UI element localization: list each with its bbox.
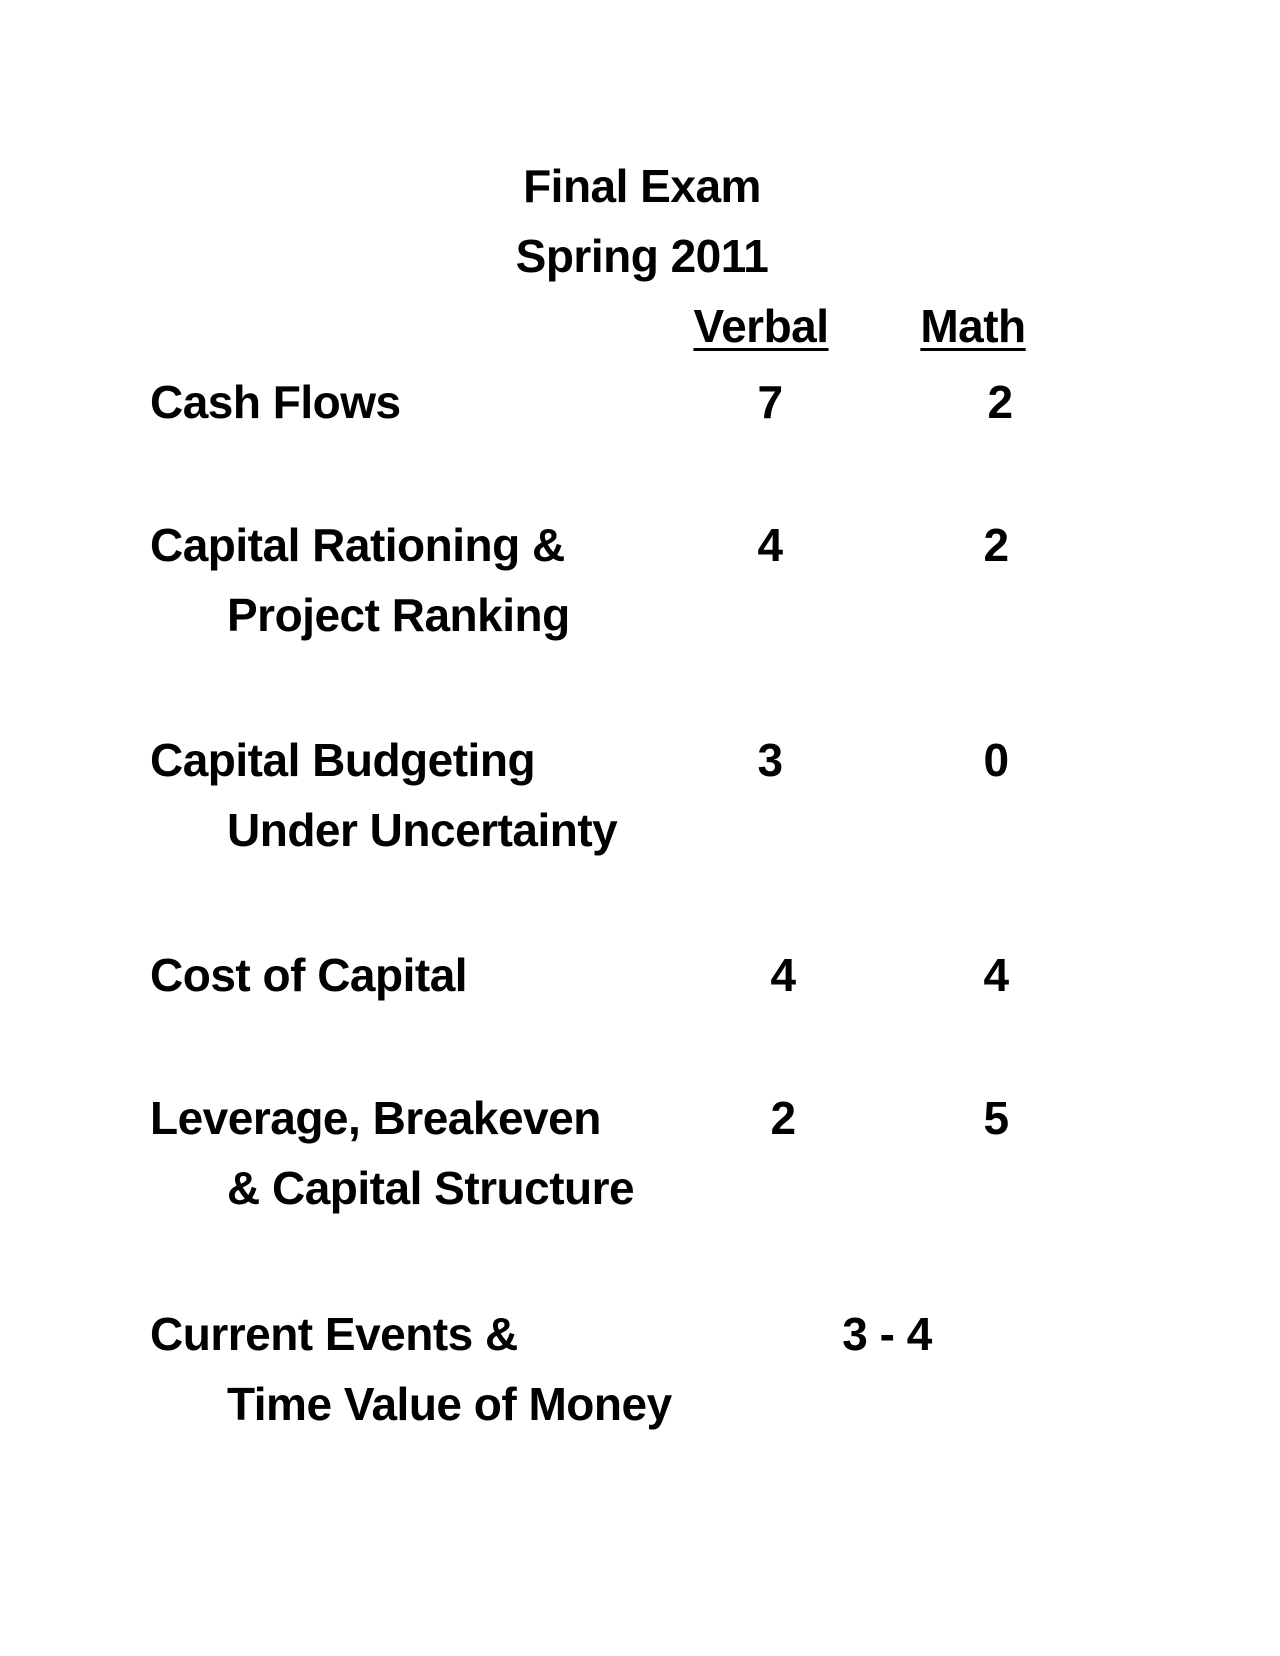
column-header-verbal: Verbal	[693, 300, 829, 352]
topic-cash-flows: Cash Flows	[150, 376, 401, 428]
verbal-count-capital-rationing: 4	[757, 519, 783, 571]
topic-capital-rationing-continued: Project Ranking	[227, 589, 570, 641]
math-count-capital-budgeting: 0	[983, 734, 1009, 786]
verbal-count-leverage-breakeven: 2	[770, 1092, 796, 1144]
verbal-count-cash-flows: 7	[757, 376, 783, 428]
combined-count-current-events: 3 - 4	[842, 1308, 932, 1360]
topic-capital-rationing: Capital Rationing &	[150, 519, 565, 571]
topic-capital-budgeting-continued: Under Uncertainty	[227, 804, 618, 856]
topic-capital-budgeting: Capital Budgeting	[150, 734, 536, 786]
math-count-cost-of-capital: 4	[983, 949, 1009, 1001]
page-title: Final Exam	[523, 160, 761, 212]
topic-leverage-breakeven: Leverage, Breakeven	[150, 1092, 601, 1144]
math-count-leverage-breakeven: 5	[983, 1092, 1009, 1144]
topic-leverage-breakeven-continued: & Capital Structure	[227, 1162, 635, 1214]
verbal-count-cost-of-capital: 4	[770, 949, 796, 1001]
math-count-cash-flows: 2	[987, 376, 1013, 428]
page-subtitle: Spring 2011	[515, 230, 769, 282]
column-header-math: Math	[920, 300, 1026, 352]
verbal-count-capital-budgeting: 3	[757, 734, 783, 786]
topic-current-events: Current Events &	[150, 1308, 518, 1360]
topic-current-events-continued: Time Value of Money	[227, 1378, 672, 1430]
topic-cost-of-capital: Cost of Capital	[150, 949, 468, 1001]
math-count-capital-rationing: 2	[983, 519, 1009, 571]
